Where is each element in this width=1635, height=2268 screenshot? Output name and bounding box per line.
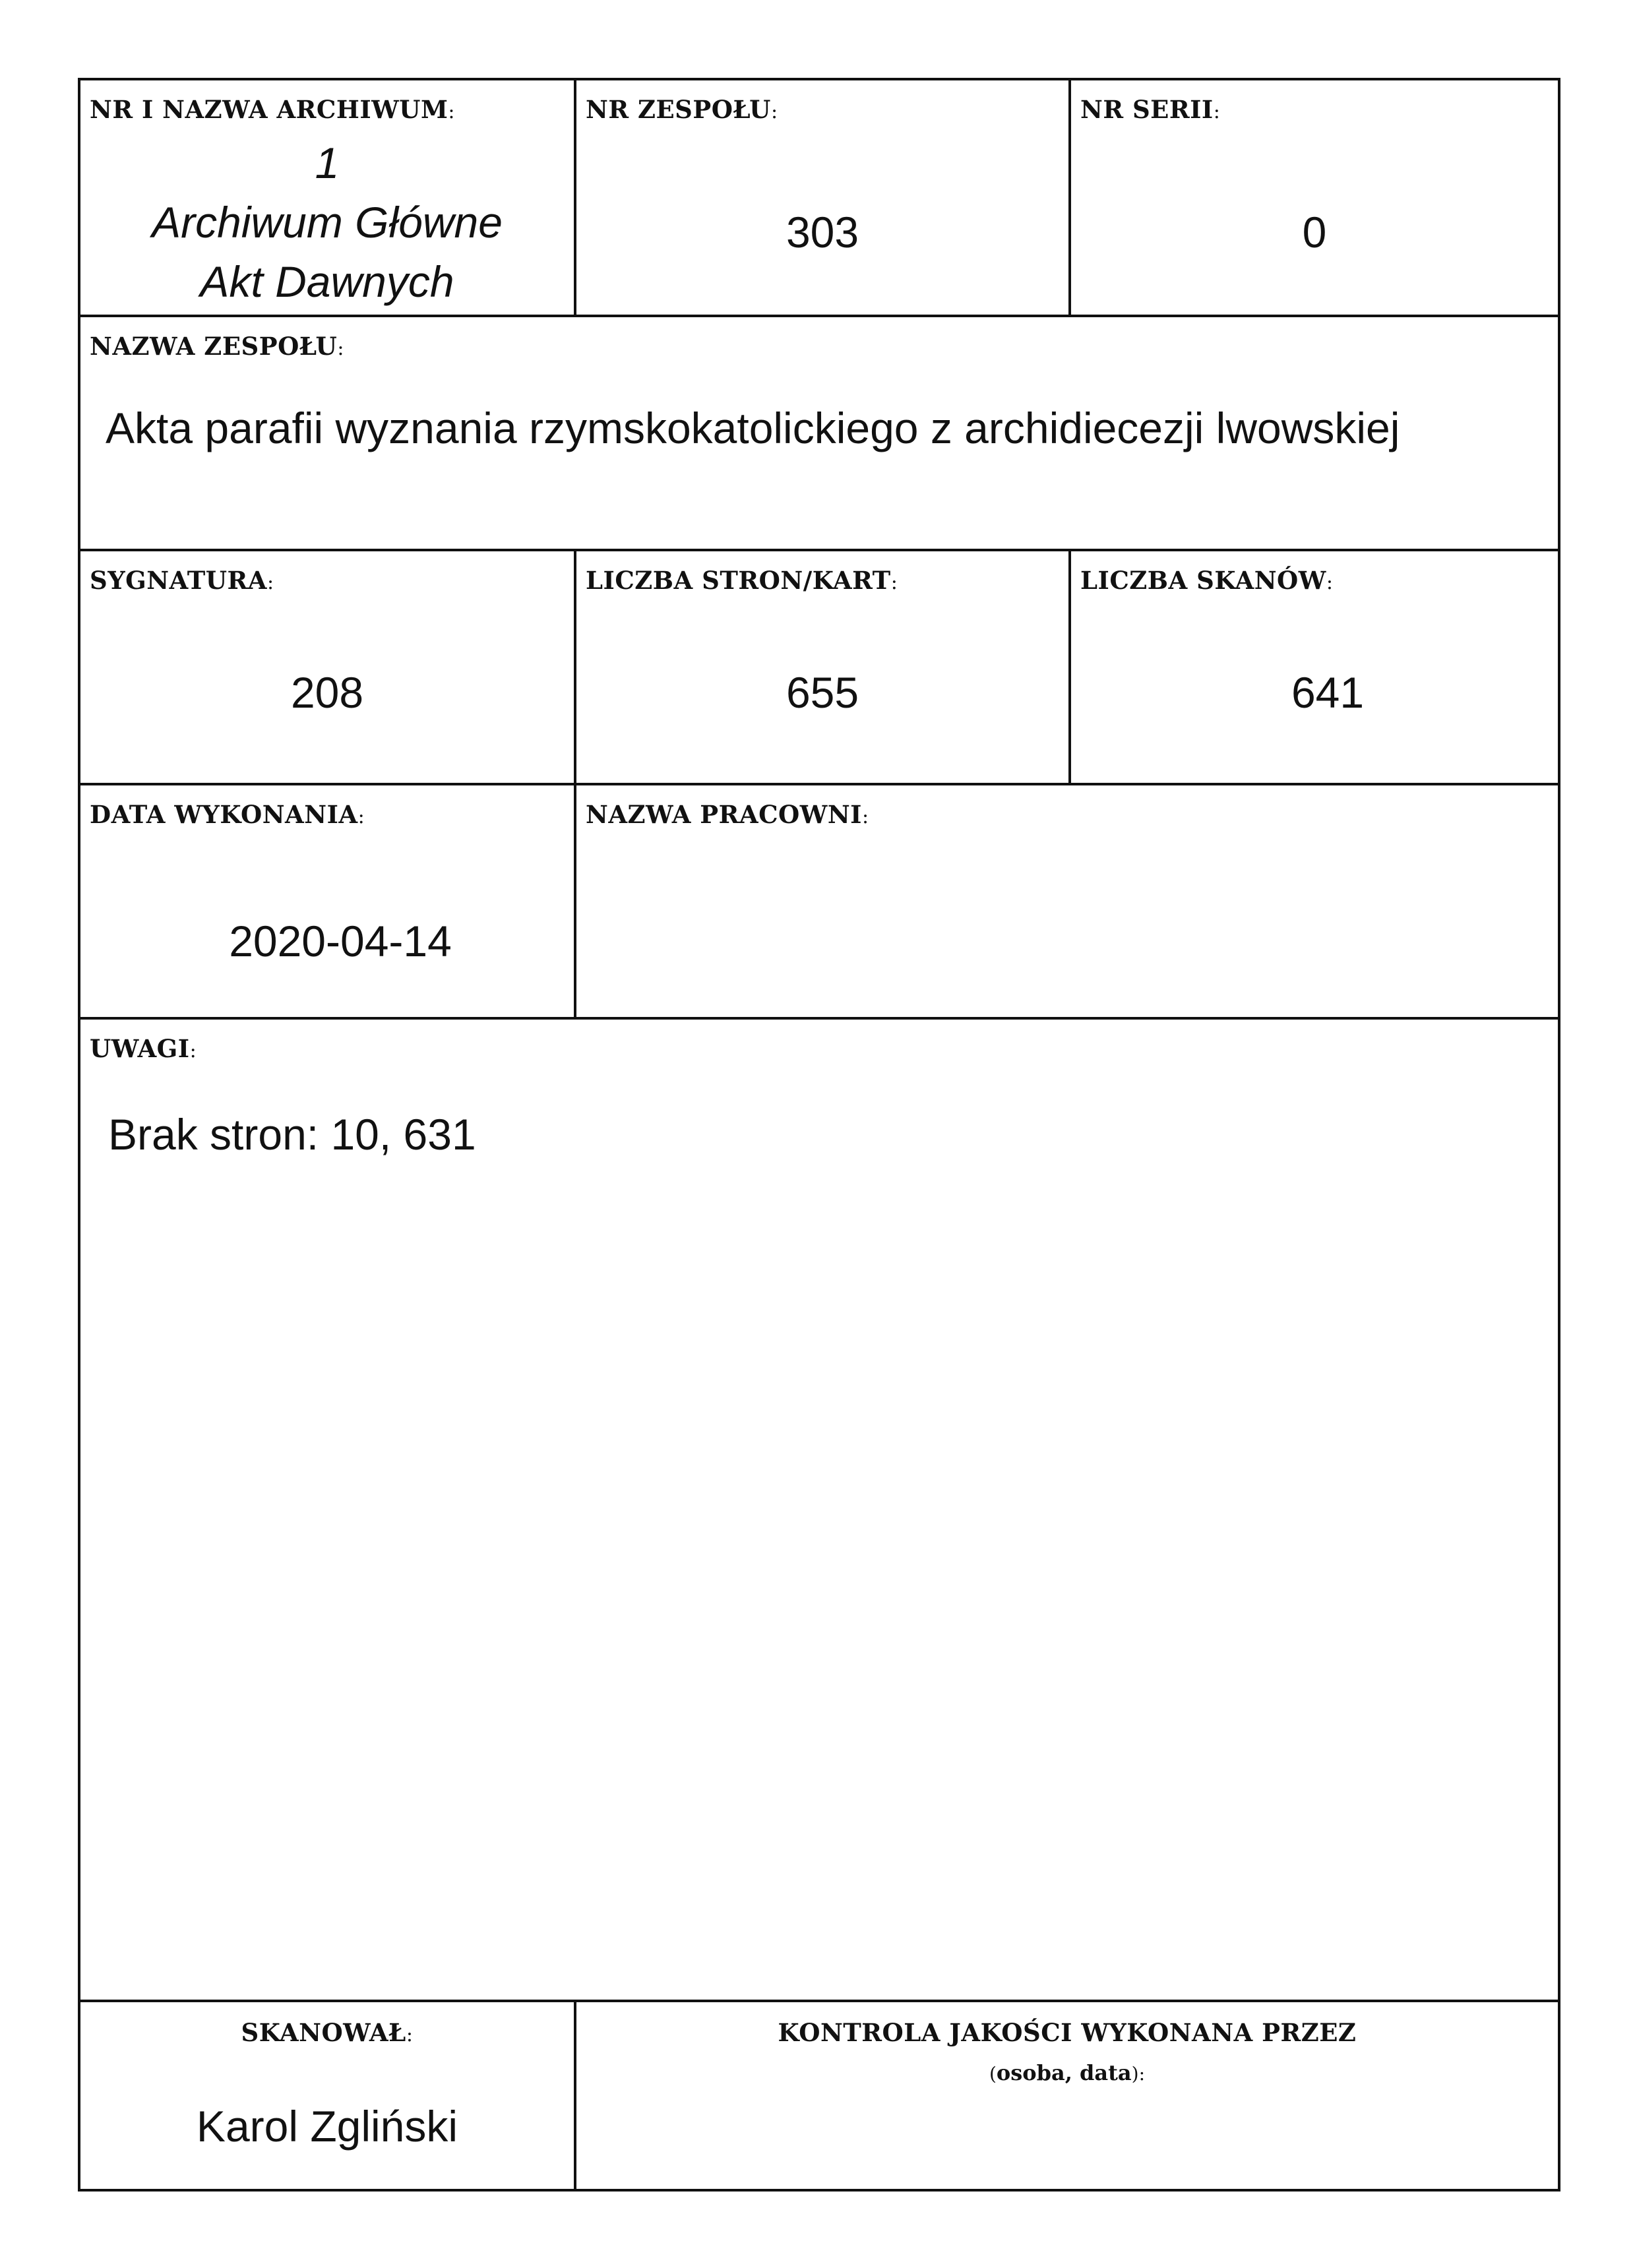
fonds-number-cell [574, 80, 1068, 315]
archive-cell [80, 80, 574, 315]
series-number-label: NR SERII: [1080, 95, 1221, 124]
signature-cell [80, 549, 574, 783]
page-count-label: LICZBA STRON/KART: [586, 566, 898, 595]
series-number-cell [1068, 80, 1558, 315]
signature-label: SYGNATURA: [90, 566, 274, 595]
page-count-cell [574, 549, 1068, 783]
workshop-name-label: NAZWA PRACOWNI: [586, 800, 869, 829]
scan-count-label: LICZBA SKANÓW: [1080, 566, 1334, 595]
scanned-by-value: Karol Zgliński [196, 2102, 458, 2151]
quality-control-label: KONTROLA JAKOŚCI WYKONANA PRZEZ [778, 2018, 1357, 2047]
execution-date-value: 2020-04-14 [229, 917, 452, 965]
page-count-value: 655 [786, 668, 859, 717]
remarks-cell [80, 1017, 1558, 2000]
signature-value: 208 [290, 668, 364, 717]
fonds-name-label: NAZWA ZESPOŁU: [90, 332, 344, 361]
quality-control-sub-label: (osoba, data): [989, 2060, 1145, 2085]
quality-control-cell [574, 2000, 1558, 2189]
archive-name [80, 133, 574, 311]
scanned-by-cell [80, 2000, 574, 2189]
fonds-name-value: Akta parafii wyznania rzymskokatolickiego z archidiecezji lwowskiej [106, 404, 1400, 452]
execution-date-label: DATA WYKONANIA: [90, 800, 365, 829]
scan-count-cell [1068, 549, 1558, 783]
archive-label: NR I NAZWA ARCHIWUM: [90, 95, 456, 124]
remarks-label: UWAGI: [90, 1034, 197, 1063]
archive-name-line-1: Archiwum Główne [152, 198, 503, 247]
series-number-value: 0 [1302, 208, 1327, 257]
fonds-number-value: 303 [786, 208, 859, 257]
scan-count-value: 641 [1291, 668, 1365, 717]
execution-date-cell [80, 783, 574, 1017]
fonds-name-cell [80, 315, 1558, 549]
scan-metadata-form [78, 78, 1560, 2191]
archive-number: 1 [315, 138, 340, 187]
remarks-value: Brak stron: 10, 631 [108, 1110, 476, 1159]
fonds-number-label: NR ZESPOŁU: [586, 95, 778, 124]
workshop-name-cell [574, 783, 1558, 1017]
scanned-by-label: SKANOWAŁ: [241, 2018, 414, 2047]
archive-name-line-2: Akt Dawnych [200, 257, 454, 306]
